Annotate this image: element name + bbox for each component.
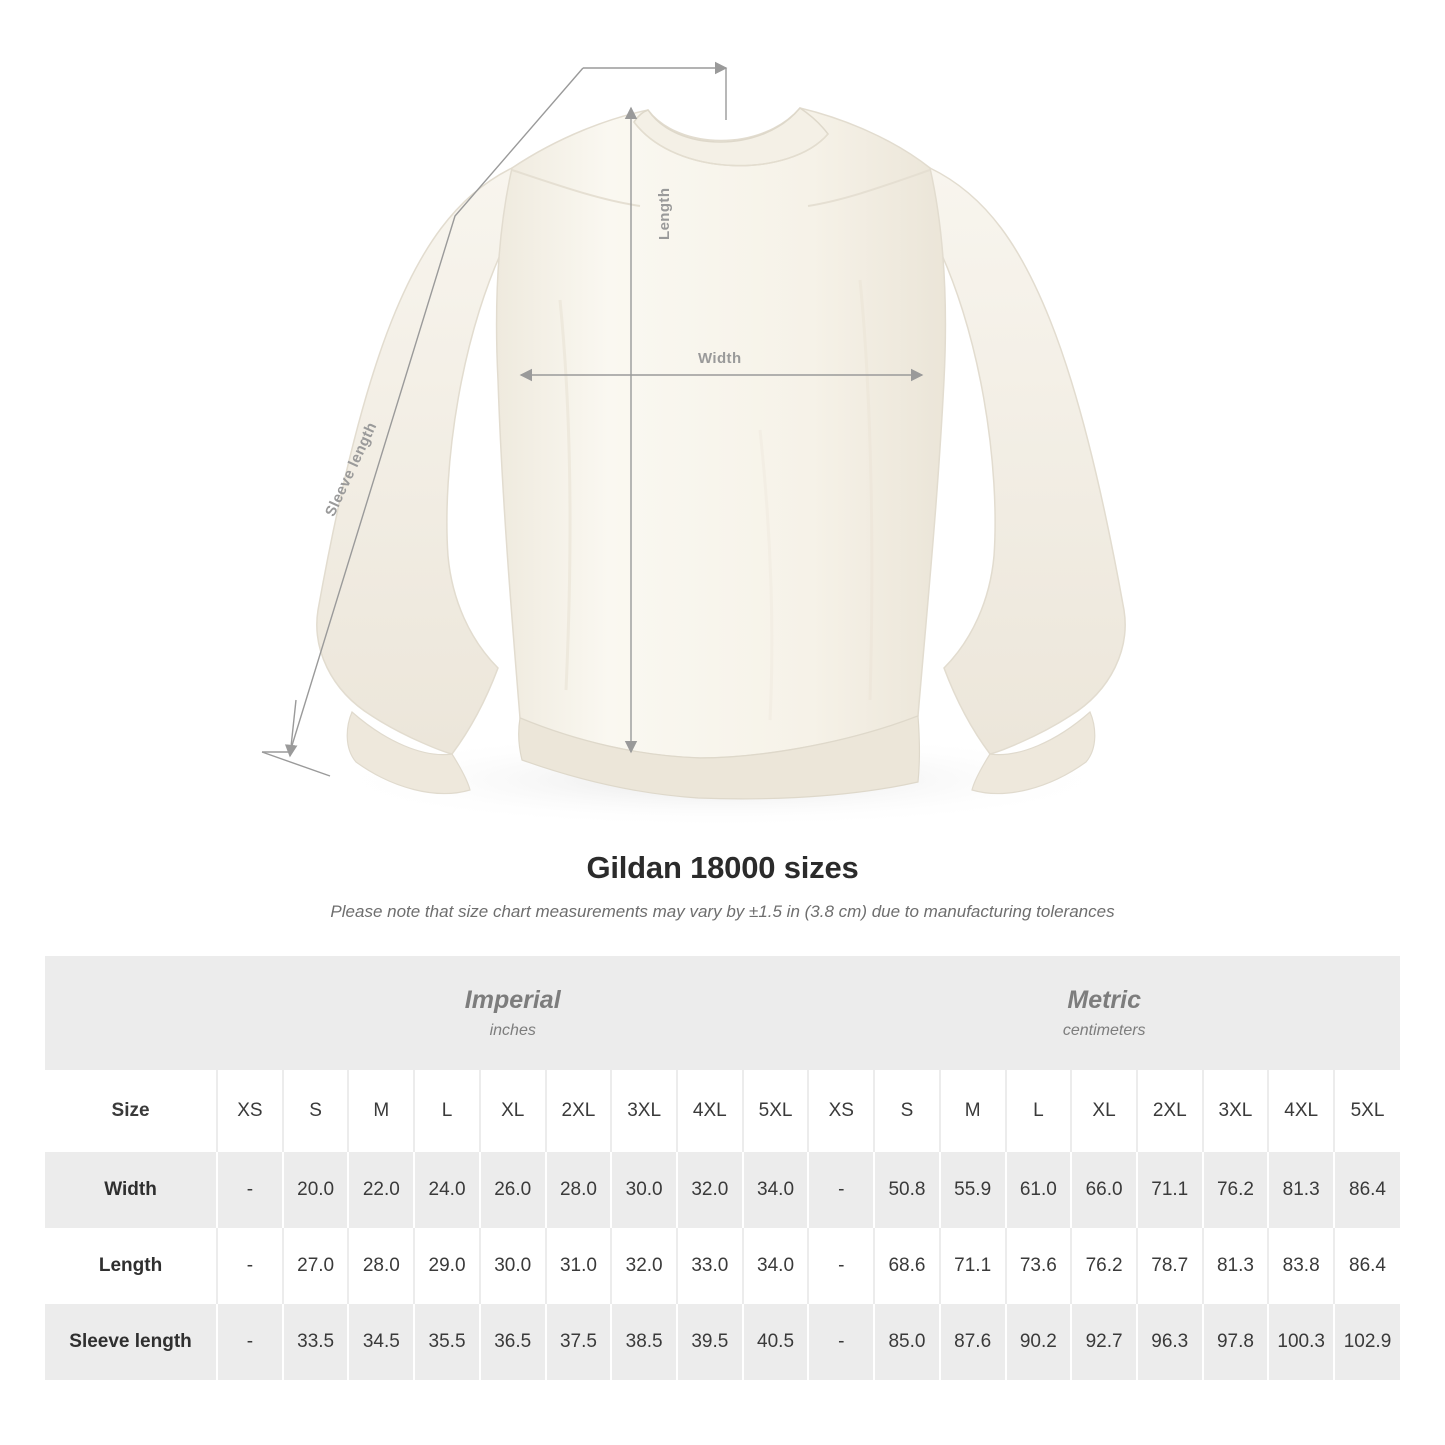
cell: 26.0 <box>480 1152 546 1228</box>
column-header-cell: 4XL <box>677 1070 743 1152</box>
cell: - <box>217 1228 283 1304</box>
column-header-cell: L <box>1006 1070 1072 1152</box>
size-chart-table-wrapper <box>45 956 1400 1380</box>
cell: 34.0 <box>743 1228 809 1304</box>
cell: 100.3 <box>1268 1304 1334 1380</box>
cell: 34.5 <box>348 1304 414 1380</box>
cell: 71.1 <box>1137 1152 1203 1228</box>
cell: 50.8 <box>874 1152 940 1228</box>
cell: 29.0 <box>414 1228 480 1304</box>
cell: 71.1 <box>940 1228 1006 1304</box>
cell: 68.6 <box>874 1228 940 1304</box>
width-label: Width <box>698 350 742 367</box>
cell: 22.0 <box>348 1152 414 1228</box>
cell: 78.7 <box>1137 1228 1203 1304</box>
cell: 85.0 <box>874 1304 940 1380</box>
cell: 31.0 <box>546 1228 612 1304</box>
cell: 39.5 <box>677 1304 743 1380</box>
column-header-cell: 5XL <box>1334 1070 1400 1152</box>
cell: 81.3 <box>1203 1228 1269 1304</box>
cell: 34.0 <box>743 1152 809 1228</box>
size-header-cell: Size <box>45 1070 217 1152</box>
column-header-cell: 3XL <box>611 1070 677 1152</box>
cell: - <box>217 1152 283 1228</box>
column-header-cell: S <box>874 1070 940 1152</box>
cell: 73.6 <box>1006 1228 1072 1304</box>
cell: 83.8 <box>1268 1228 1334 1304</box>
column-header-cell: XS <box>217 1070 283 1152</box>
size-chart-table <box>45 956 1400 1380</box>
column-header-cell: M <box>348 1070 414 1152</box>
cell: 36.5 <box>480 1304 546 1380</box>
cell: 33.0 <box>677 1228 743 1304</box>
cell: - <box>808 1152 874 1228</box>
length-label: Length <box>656 187 673 240</box>
cell: 86.4 <box>1334 1228 1400 1304</box>
metric-unit-sub: centimeters <box>1062 1022 1146 1039</box>
cell: 76.2 <box>1071 1228 1137 1304</box>
row-label-length: Length <box>45 1228 217 1304</box>
title-block <box>0 850 1445 922</box>
row-label-width: Width <box>45 1152 217 1228</box>
column-header-cell: 4XL <box>1268 1070 1334 1152</box>
cell: 86.4 <box>1334 1152 1400 1228</box>
column-header-cell: 3XL <box>1203 1070 1269 1152</box>
imperial-unit-header <box>217 956 808 1070</box>
cell: 32.0 <box>611 1228 677 1304</box>
cell: 27.0 <box>283 1228 349 1304</box>
cell: 37.5 <box>546 1304 612 1380</box>
imperial-unit-sub: inches <box>489 1022 536 1039</box>
column-header-cell: S <box>283 1070 349 1152</box>
cell: - <box>808 1228 874 1304</box>
cell: 32.0 <box>677 1152 743 1228</box>
column-header-cell: 2XL <box>1137 1070 1203 1152</box>
cell: - <box>217 1304 283 1380</box>
cell: - <box>808 1304 874 1380</box>
table-row <box>45 1228 1400 1304</box>
cell: 81.3 <box>1268 1152 1334 1228</box>
column-header-cell: XS <box>808 1070 874 1152</box>
column-header-cell: 2XL <box>546 1070 612 1152</box>
metric-unit-name: Metric <box>1067 986 1142 1014</box>
cell: 66.0 <box>1071 1152 1137 1228</box>
cell: 55.9 <box>940 1152 1006 1228</box>
cell: 92.7 <box>1071 1304 1137 1380</box>
cell: 35.5 <box>414 1304 480 1380</box>
cell: 97.8 <box>1203 1304 1269 1380</box>
cell: 96.3 <box>1137 1304 1203 1380</box>
cell: 102.9 <box>1334 1304 1400 1380</box>
unit-header-row <box>45 956 1400 1070</box>
imperial-unit-name: Imperial <box>464 986 561 1014</box>
cell: 20.0 <box>283 1152 349 1228</box>
tolerance-note: Please note that size chart measurements may vary by ±1.5 in (3.8 cm) due to manufacturing tolerances <box>330 902 1115 921</box>
sleeve-length-dimension-line <box>262 68 726 776</box>
column-header-cell: 5XL <box>743 1070 809 1152</box>
cell: 90.2 <box>1006 1304 1072 1380</box>
column-header-cell: M <box>940 1070 1006 1152</box>
row-label-sleeve-length: Sleeve length <box>45 1304 217 1380</box>
cell: 87.6 <box>940 1304 1006 1380</box>
column-header-cell: L <box>414 1070 480 1152</box>
cell: 76.2 <box>1203 1152 1269 1228</box>
column-header-cell: XL <box>480 1070 546 1152</box>
metric-unit-header <box>808 956 1400 1070</box>
cell: 61.0 <box>1006 1152 1072 1228</box>
table-row <box>45 1152 1400 1228</box>
unit-header-spacer <box>45 956 217 1070</box>
cell: 38.5 <box>611 1304 677 1380</box>
table-row <box>45 1304 1400 1380</box>
cell: 33.5 <box>283 1304 349 1380</box>
sleeve-length-label: Sleeve length <box>322 419 381 520</box>
cell: 30.0 <box>611 1152 677 1228</box>
column-header-cell: XL <box>1071 1070 1137 1152</box>
cell: 28.0 <box>546 1152 612 1228</box>
cell: 24.0 <box>414 1152 480 1228</box>
cell: 28.0 <box>348 1228 414 1304</box>
page-title: Gildan 18000 sizes <box>586 850 859 885</box>
cell: 30.0 <box>480 1228 546 1304</box>
cell: 40.5 <box>743 1304 809 1380</box>
column-header-row <box>45 1070 1400 1152</box>
